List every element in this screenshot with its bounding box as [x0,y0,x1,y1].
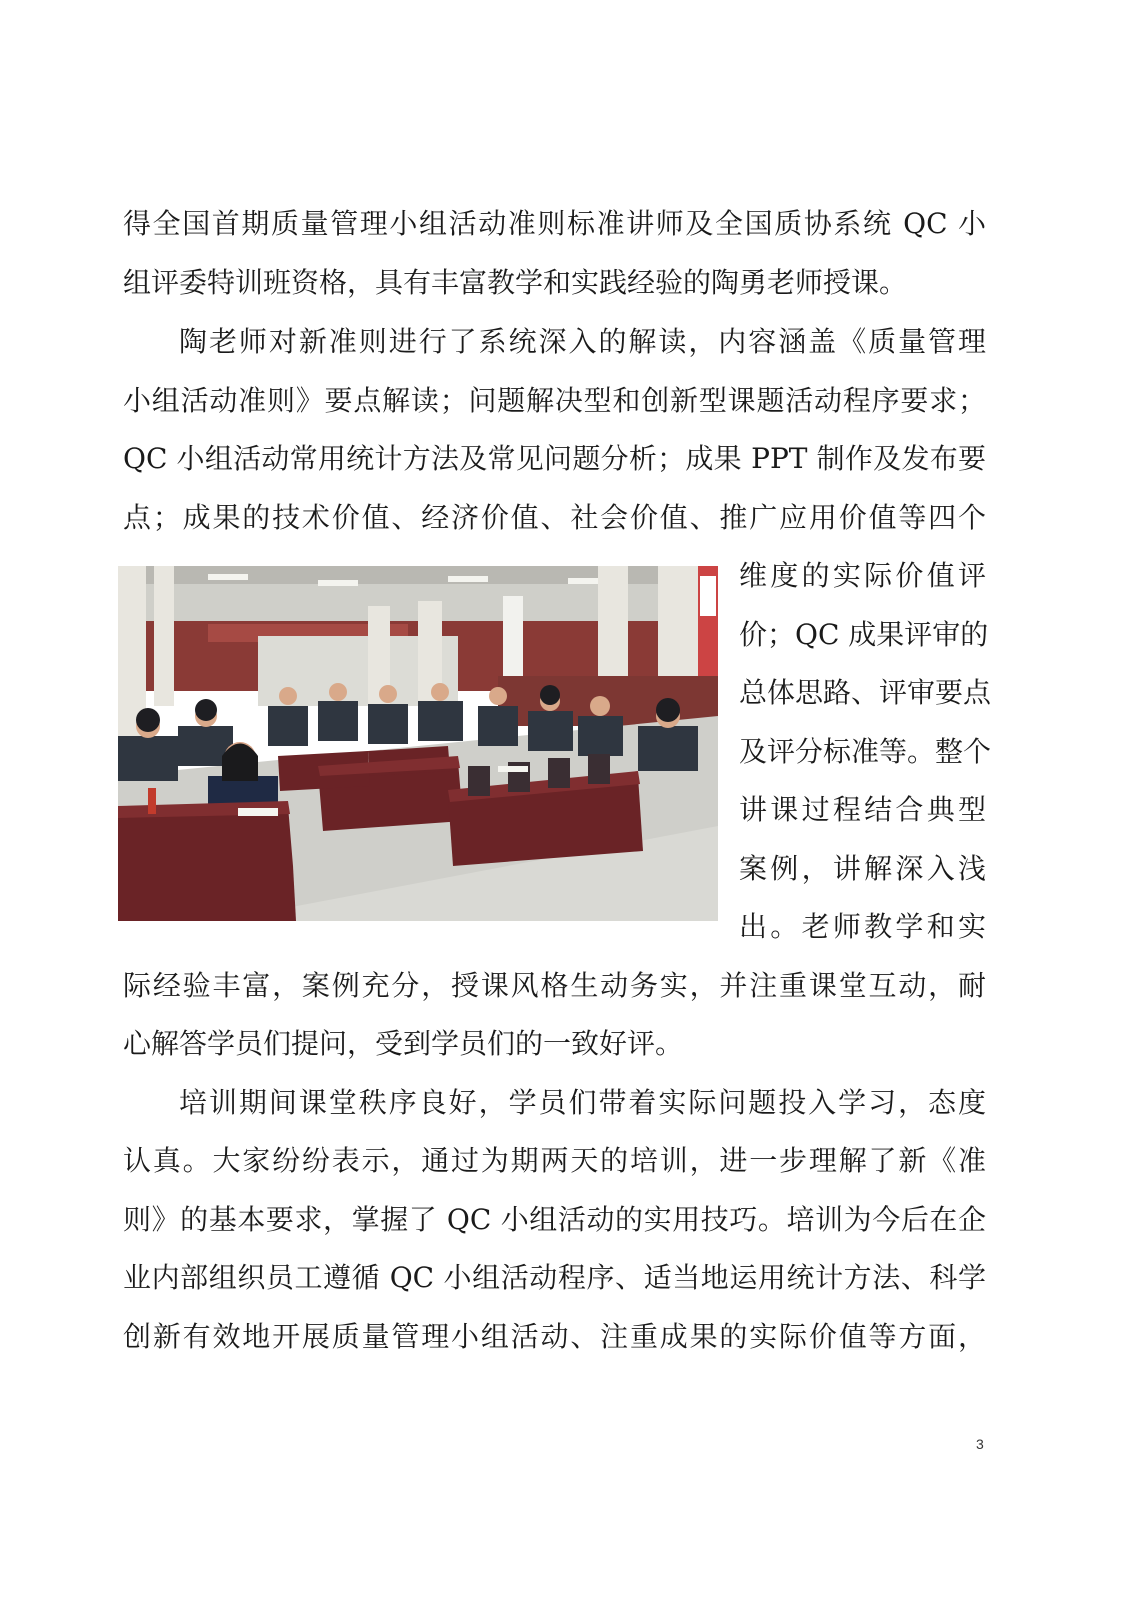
text-line: 得全国首期质量管理小组活动准则标准讲师及全国质协系统 QC 小 [123,207,986,240]
text-line: 案例，讲解深入浅 [739,852,986,885]
text-line: 心解答学员们提问，受到学员们的一致好评。 [123,1027,684,1060]
text-line: 培训期间课堂秩序良好，学员们带着实际问题投入学习，态度 [179,1086,986,1119]
text-line: 业内部组织员工遵循 QC 小组活动程序、适当地运用统计方法、科学 [123,1261,986,1294]
text-line: 点；成果的技术价值、经济价值、社会价值、推广应用价值等四个 [123,501,986,534]
text-line: 组评委特训班资格，具有丰富教学和实践经验的陶勇老师授课。 [123,266,908,299]
text-line: QC 小组活动常用统计方法及常见问题分析；成果 PPT 制作及发布要 [123,442,986,475]
text-line: 维度的实际价值评 [739,559,986,592]
text-line: 及评分标准等。整个 [739,735,992,768]
page-number: 3 [976,1436,984,1452]
text-line: 价；QC 成果评审的 [739,618,989,651]
text-line: 创新有效地开展质量管理小组活动、注重成果的实际价值等方面， [123,1320,986,1353]
classroom-photo [118,566,718,921]
text-line: 讲课过程结合典型 [739,793,986,826]
text-line: 小组活动准则》要点解读；问题解决型和创新型课题活动程序要求； [123,384,986,417]
text-line: 总体思路、评审要点 [739,676,992,709]
text-line: 出。老师教学和实 [739,910,986,943]
text-line: 认真。大家纷纷表示，通过为期两天的培训，进一步理解了新《准 [123,1144,986,1177]
text-line: 则》的基本要求，掌握了 QC 小组活动的实用技巧。培训为今后在企 [123,1203,986,1236]
text-line: 际经验丰富，案例充分，授课风格生动务实，并注重课堂互动，耐 [123,969,986,1002]
text-line: 陶老师对新准则进行了系统深入的解读，内容涵盖《质量管理 [179,325,986,358]
